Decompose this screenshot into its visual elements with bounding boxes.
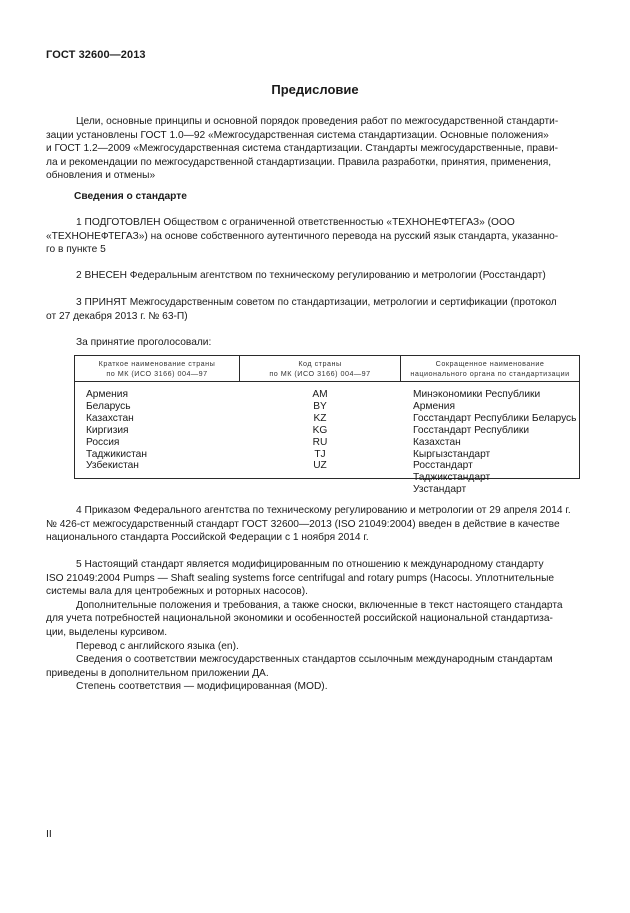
header-line: Код страны	[298, 359, 342, 368]
table-cell: KZ	[313, 412, 327, 424]
text-line: приведены в дополнительном приложении ДА.	[46, 667, 269, 679]
text-line: Цели, основные принципы и основной порядок проведения работ по межгосударственной стандарти-	[76, 116, 559, 127]
text-line: № 426-ст межгосударственный стандарт ГОСТ 32600—2013 (ISO 21049:2004) введен в действие в качестве	[46, 518, 560, 530]
text-line: Степень соответствия — модифицированная (MOD).	[76, 681, 328, 693]
text-line: Сведения о соответствии межгосударственных стандартов ссылочным международным стандартам	[76, 654, 553, 666]
table-cell: RU	[312, 436, 328, 448]
text-line: и ГОСТ 1.2—2009 «Межгосударственная система стандартизации. Стандарты межгосударственные, прави-	[46, 143, 559, 155]
table-header	[75, 356, 579, 382]
text-line: ла и рекомендации по межгосударственной стандартизации. Правила разработки, принятия, применения,	[46, 156, 552, 168]
text-line: обновления и отмены»	[46, 170, 156, 182]
header-line: по МК (ИСО 3166) 004—97	[106, 368, 208, 378]
table-cell: Минэкономики Республики Армения	[413, 389, 541, 412]
table-cell: Киргизия	[86, 424, 129, 436]
table-cell: Казахстан	[86, 412, 134, 424]
table-cell: Таджикистан	[86, 448, 147, 460]
document-id: ГОСТ 32600—2013	[46, 49, 146, 61]
section-heading: Сведения о стандарте	[74, 191, 187, 202]
text-line: Дополнительные положения и требования, а также сноски, включенные в текст настоящего стандарта	[76, 599, 563, 611]
table-cell: Беларусь	[86, 400, 131, 412]
intro-paragraph	[46, 115, 580, 183]
header-country	[75, 359, 239, 378]
text-line: 3 ПРИНЯТ Межгосударственным советом по стандартизации, метрологии и сертификации (протокол	[76, 297, 557, 308]
table-cell: Кыргызстандарт	[413, 448, 491, 460]
text-line: системы вала для центробежных и роторных насосов).	[46, 586, 308, 598]
table-cell: Армения	[86, 389, 128, 400]
item-4	[46, 504, 580, 545]
item-5	[46, 558, 580, 694]
header-line: Сокращенное наименование	[435, 359, 545, 368]
table-cell: UZ	[313, 460, 327, 472]
text-line: Перевод с английского языка (en).	[76, 640, 239, 652]
header-line: Краткое наименование страны	[98, 359, 216, 368]
item-3	[46, 296, 580, 323]
table-cell: Таджикстандарт	[413, 472, 491, 484]
text-line: «ТЕХНОНЕФТЕГАЗ») на основе собственного аутентичного перевода на русский язык стандарта, указанно-	[46, 230, 559, 242]
text-line: ISO 21049:2004 Pumps — Shaft sealing systems force centrifugal and rotary pumps (Насосы. Уплотнительные	[46, 572, 555, 584]
text-line: ции, выделены курсивом.	[46, 626, 168, 638]
page-title: Предисловие	[271, 82, 359, 97]
item-2: 2 ВНЕСЕН Федеральным агентством по техническому регулированию и метрологии (Росстандарт)	[76, 270, 546, 281]
table-cell: Росстандарт	[413, 460, 473, 472]
page-number: II	[46, 828, 52, 840]
header-body	[401, 359, 579, 378]
table-cell: Узстандарт	[413, 484, 467, 496]
table-cell: Россия	[86, 436, 120, 448]
table-cell: TJ	[314, 448, 326, 460]
body-column	[413, 389, 579, 496]
voted-label: За принятие проголосовали:	[76, 337, 212, 348]
text-line: 4 Приказом Федерального агентства по техническому регулированию и метрологии от 29 апреля 2014 г.	[76, 505, 571, 516]
text-line: зации установлены ГОСТ 1.0—92 «Межгосударственная система стандартизации. Основные положения»	[46, 129, 549, 141]
table-cell: Узбекистан	[86, 460, 139, 472]
text-line: от 27 декабря 2013 г. № 63-П)	[46, 310, 188, 322]
table-cell: AM	[312, 389, 328, 400]
table-cell: Госстандарт Республики Казахстан	[413, 424, 530, 448]
text-line: национального стандарта Российской Федерации с 1 ноября 2014 г.	[46, 532, 369, 544]
text-line: 1 ПОДГОТОВЛЕН Обществом с ограниченной ответственностью «ТЕХНОНЕФТЕГАЗ» (ООО	[76, 217, 515, 228]
table-cell: KG	[312, 424, 328, 436]
header-code	[240, 359, 400, 378]
text-line: для учета потребностей национальной экономики и особенностей российской национальной стандартиза-	[46, 613, 553, 625]
table-cell: Госстандарт Республики Беларусь	[413, 412, 577, 424]
text-line: 5 Настоящий стандарт является модифицированным по отношению к международному стандарту	[76, 559, 544, 570]
table-cell: BY	[313, 400, 327, 412]
voting-table	[74, 355, 580, 496]
country-column	[86, 389, 147, 472]
item-1	[46, 216, 580, 257]
header-line: национального органа по стандартизации	[410, 368, 570, 378]
code-column	[240, 389, 400, 472]
text-line: го в пункте 5	[46, 244, 106, 256]
header-line: по МК (ИСО 3166) 004—97	[269, 368, 371, 378]
